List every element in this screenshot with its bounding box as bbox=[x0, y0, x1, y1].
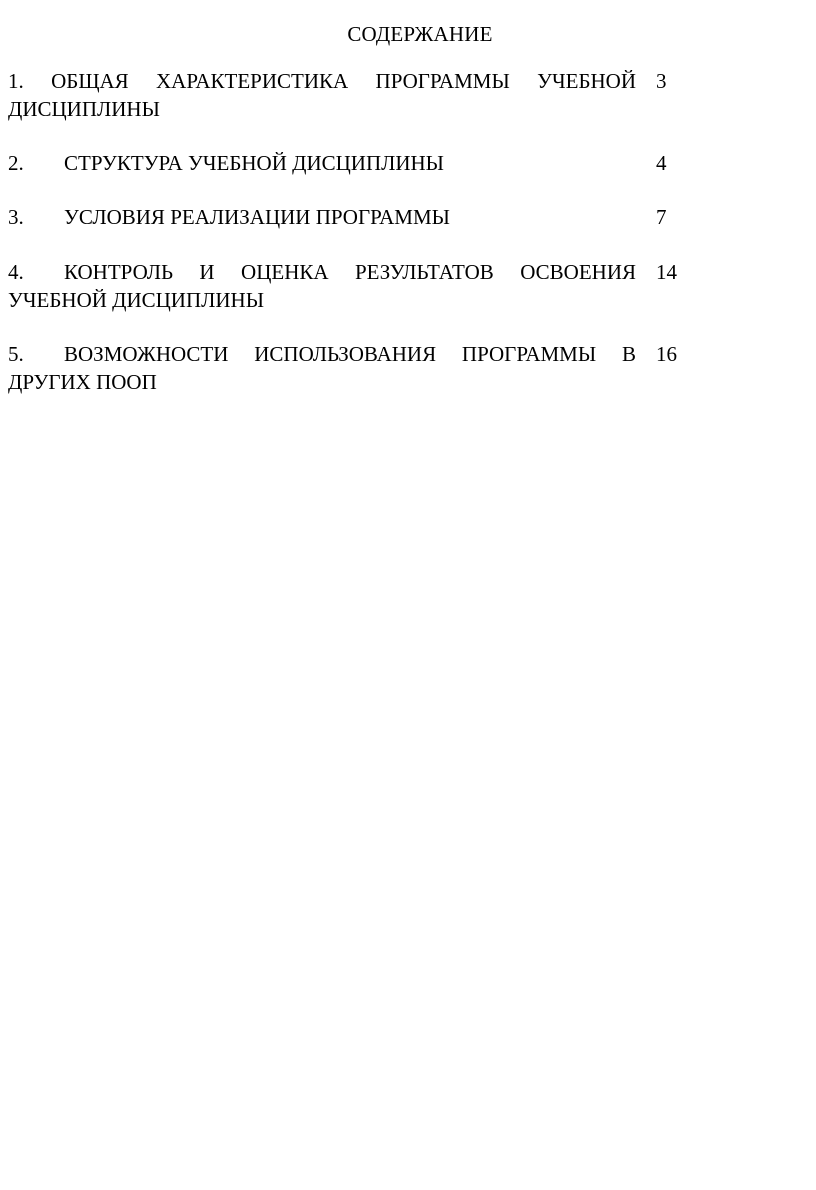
toc-entry-text bbox=[8, 203, 636, 231]
toc-entry-text bbox=[8, 340, 636, 396]
toc-entry-title: ОБЩАЯ ХАРАКТЕРИСТИКА ПРОГРАММЫ УЧЕБНОЙ ДИСЦИПЛИНЫ bbox=[8, 69, 636, 121]
toc-entry-title: ВОЗМОЖНОСТИ ИСПОЛЬЗОВАНИЯ ПРОГРАММЫ В ДРУГИХ ПООП bbox=[8, 342, 636, 394]
toc-entry-page: 4 bbox=[656, 151, 667, 175]
toc-entry-number: 5. bbox=[8, 342, 24, 366]
toc-entry-text bbox=[8, 67, 636, 123]
toc-entry-number: 2. bbox=[8, 151, 24, 175]
toc-entry-number: 4. bbox=[8, 260, 24, 284]
toc-entry-page: 14 bbox=[656, 260, 677, 284]
toc-entry-number: 3. bbox=[8, 205, 24, 229]
page-title: СОДЕРЖАНИЕ bbox=[347, 22, 493, 46]
toc-entry-title: УСЛОВИЯ РЕАЛИЗАЦИИ ПРОГРАММЫ bbox=[64, 205, 450, 229]
toc-entry-page: 16 bbox=[656, 342, 677, 366]
toc-entry-title: КОНТРОЛЬ И ОЦЕНКА РЕЗУЛЬТАТОВ ОСВОЕНИЯ УЧЕБНОЙ ДИСЦИПЛИНЫ bbox=[8, 260, 636, 312]
toc-entry-title: СТРУКТУРА УЧЕБНОЙ ДИСЦИПЛИНЫ bbox=[64, 151, 444, 175]
toc-entry-text bbox=[8, 258, 636, 314]
toc-entry-number: 1. bbox=[8, 69, 52, 93]
toc-entry-text bbox=[8, 149, 636, 177]
toc-entry-page: 3 bbox=[656, 69, 667, 93]
toc-entry-page: 7 bbox=[656, 205, 667, 229]
